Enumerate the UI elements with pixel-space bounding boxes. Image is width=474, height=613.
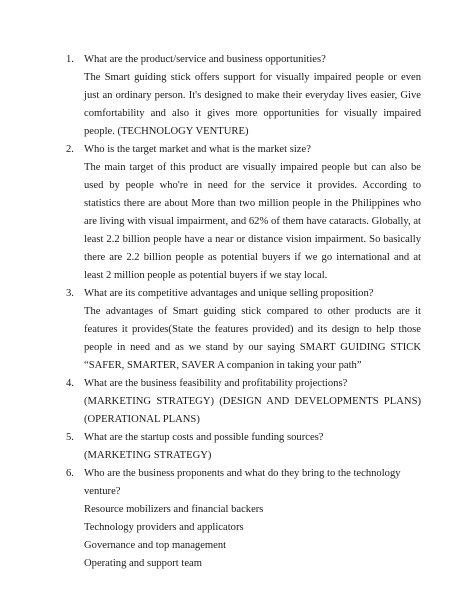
item-number: 3.: [66, 288, 74, 299]
question-text: What are the product/service and business opportunities?: [84, 54, 326, 65]
item-content: [84, 375, 421, 429]
question-text: What are the business feasibility and profitability projections?: [84, 378, 348, 389]
list-item: [0, 141, 474, 285]
answer-text: (MARKETING STRATEGY) (DESIGN AND DEVELOPMENTS PLANS) (OPERATIONAL PLANS): [84, 396, 421, 425]
answer-text: The advantages of Smart guiding stick compared to other products are it features it provides(State the features provided) and its design to help those people in need and as we stand by our saying SMART GUIDING STICK “SAFER, SMARTER, SAVER A companion in taking your path”: [84, 306, 421, 371]
proponent-line: Governance and top management: [84, 540, 227, 551]
answer-text: The main target of this product are visually impaired people but can also be used by people who're in need for the service it provides. According to statistics there are about More than two million people in the Philippines who are living with visual impairment, and 62% of them have cataracts. Globally, at least 2.2 billion people have a near or distance vision impairment. So basically there are 2.2 billion people as potential buyers if we go international and at least 2 million people as potential buyers if we stay local.: [84, 162, 421, 281]
list-item: [0, 375, 474, 429]
question-text: What are the startup costs and possible funding sources?: [84, 432, 324, 443]
question-text: Who are the business proponents and what do they bring to the technology venture?: [84, 468, 401, 497]
question-text: What are its competitive advantages and unique selling proposition?: [84, 288, 374, 299]
proponent-line: Operating and support team: [84, 558, 202, 569]
list-item: [0, 51, 474, 141]
question-list: [0, 51, 474, 573]
item-content: [84, 141, 421, 285]
answer-text: (MARKETING STRATEGY): [84, 450, 212, 461]
item-number: 5.: [66, 432, 74, 443]
proponent-line: Technology providers and applicators: [84, 522, 244, 533]
answer-text: The Smart guiding stick offers support for visually impaired people or even just an ordinary person. It's designed to make their everyday lives easier, Give comfortability and also it gives more opportunities for visually impaired people. (TECHNOLOGY VENTURE): [84, 72, 421, 137]
list-item: [0, 465, 474, 573]
list-item: [0, 429, 474, 465]
proponent-line: Resource mobilizers and financial backers: [84, 504, 264, 515]
item-number: 4.: [66, 378, 74, 389]
item-content: [84, 285, 421, 375]
item-number: 6.: [66, 468, 74, 479]
item-content: [84, 51, 421, 141]
item-content: [84, 429, 421, 465]
item-number: 1.: [66, 54, 74, 65]
item-number: 2.: [66, 144, 74, 155]
item-content: [84, 465, 421, 573]
list-item: [0, 285, 474, 375]
question-text: Who is the target market and what is the market size?: [84, 144, 311, 155]
